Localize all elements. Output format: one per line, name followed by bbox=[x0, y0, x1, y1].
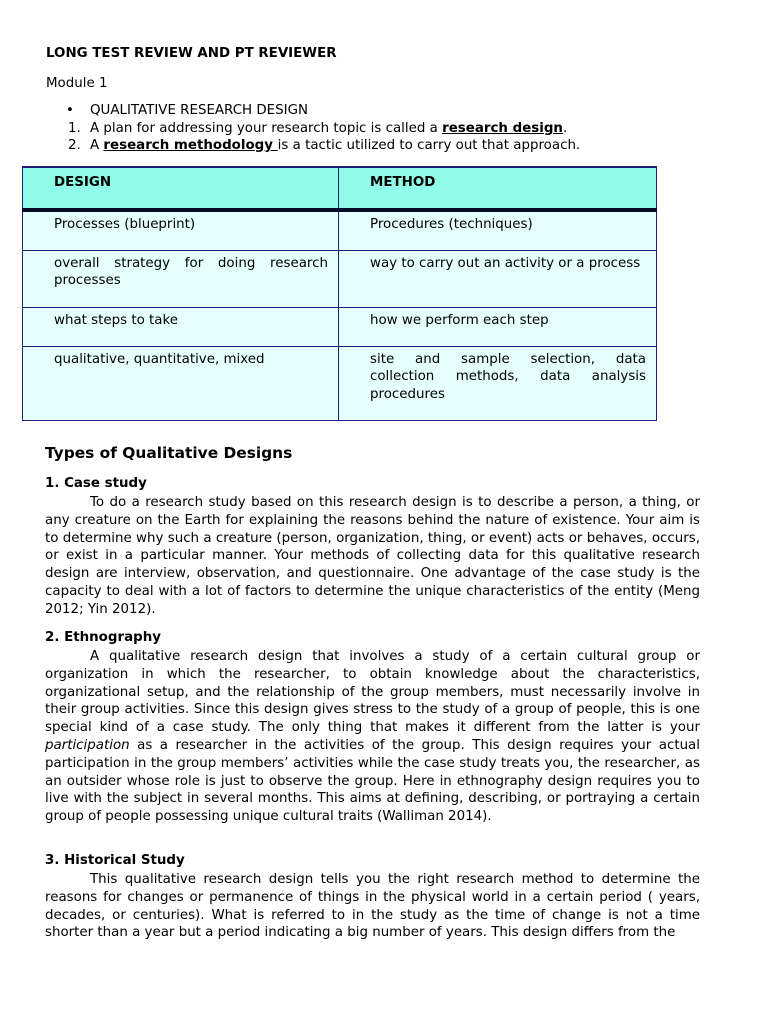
ethnography-heading: 2. Ethnography bbox=[45, 630, 161, 645]
table-cell: how we perform each step bbox=[339, 307, 657, 346]
section-heading: Types of Qualitative Designs bbox=[45, 444, 293, 462]
term-research-methodology: research methodology bbox=[103, 138, 278, 153]
design-method-table bbox=[22, 166, 657, 421]
header-design: DESIGN bbox=[23, 167, 339, 210]
case-study-paragraph: To do a research study based on this research design is to describe a person, a thing, or any creature on the Earth for explaining the reasons behind the nature of existence. Your aim is to determine why such a creature (person, organization, thing, or event) acts or behaves, occurs, or exist in a particular manner. Your methods of collecting data for this qualitative research design are interview, observation, and questionnaire. One advantage of the case study is the capacity to deal with a lot of factors to determine the unique characteristics of the entity (Meng 2012; Yin 2012). bbox=[45, 495, 700, 617]
table-cell: way to carry out an activity or a process bbox=[339, 250, 657, 307]
table-header-row bbox=[23, 167, 657, 210]
table-row bbox=[23, 210, 657, 250]
table-row bbox=[23, 307, 657, 346]
item-text: A plan for addressing your research topic is called a bbox=[90, 121, 443, 136]
table-cell: overall strategy for doing research processes bbox=[23, 250, 339, 307]
table-row bbox=[23, 250, 657, 307]
ethnography-paragraph bbox=[45, 648, 700, 826]
table-cell: Procedures (techniques) bbox=[339, 210, 657, 250]
table-row bbox=[23, 346, 657, 420]
table-cell: Processes (blueprint) bbox=[23, 210, 339, 250]
item-number: 1. bbox=[68, 121, 81, 136]
item-number: 2. bbox=[68, 138, 81, 153]
ethnography-emphasis: participation bbox=[45, 737, 130, 753]
item-text: A bbox=[90, 138, 104, 153]
historical-study-paragraph: This qualitative research design tells you the right research method to determine the reasons for changes or permanence of things in the physical world in a certain period ( years, decades, or centuries). What is referred to in the study as the time of change is not a time shorter than a year but a period indicating a big number of years. This design differs from the bbox=[45, 872, 700, 941]
table-cell: what steps to take bbox=[23, 307, 339, 346]
bullet-icon: • bbox=[66, 103, 74, 118]
item-text-end: is a tactic utilized to carry out that approach. bbox=[277, 138, 581, 153]
historical-study-heading: 3. Historical Study bbox=[45, 853, 185, 868]
term-research-design: research design bbox=[442, 121, 563, 136]
table-cell: qualitative, quantitative, mixed bbox=[23, 346, 339, 420]
case-study-heading: 1. Case study bbox=[45, 476, 147, 491]
header-method: METHOD bbox=[339, 167, 657, 210]
ethnography-text-end: as a researcher in the activities of the group. This design requires your actual participation in the group members’ activities while the case study treats you, the researcher, as an outsider whose role is just to observe the group. Here in ethnography design requires you to live with the subject in several months. This aims at defining, describing, or portraying a certain group of people possessing unique cultural traits (Walliman 2014). bbox=[45, 737, 700, 825]
item-text-end: . bbox=[562, 121, 568, 136]
module-label: Module 1 bbox=[46, 76, 108, 91]
ethnography-text: A qualitative research design that involves a study of a certain cultural group or organization in which the researcher, to obtain knowledge about the characteristics, organizational setup, and the relationship of the group members, must necessarily involve in their group activities. Since this design gives stress to the study of a group of people, this is one special kind of a case study. The only thing that makes it different from the latter is your bbox=[45, 649, 700, 736]
bullet-text: QUALITATIVE RESEARCH DESIGN bbox=[90, 103, 308, 118]
table-cell: site and sample selection, data collection methods, data analysis procedures bbox=[339, 346, 657, 420]
document-title: LONG TEST REVIEW AND PT REVIEWER bbox=[46, 46, 337, 61]
